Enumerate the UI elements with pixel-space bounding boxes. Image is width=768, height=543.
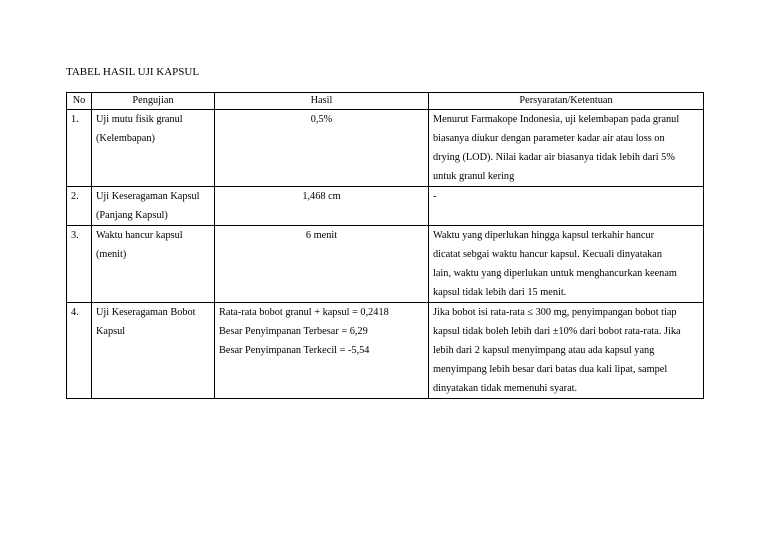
result-cell [215, 226, 429, 303]
row-number: 1. [67, 110, 92, 187]
test-name-line: (menit) [96, 249, 127, 260]
header-test: Pengujian [92, 93, 215, 110]
requirement-cell [429, 110, 704, 187]
test-name-cell [92, 303, 215, 399]
test-name-line: Uji mutu fisik granul [96, 114, 183, 125]
test-name-cell [92, 226, 215, 303]
result-cell [215, 187, 429, 226]
requirement-line: kapsul tidak lebih dari 15 menit. [433, 287, 567, 298]
test-name-line: (Kelembapan) [96, 133, 155, 144]
requirement-line: menyimpang lebih besar dari batas dua kali lipat, sampel [433, 364, 668, 375]
requirement-line: dinyatakan tidak memenuhi syarat. [433, 383, 578, 394]
result-line: Besar Penyimpanan Terkecil = -5,54 [219, 345, 370, 356]
requirement-line: kapsul tidak boleh lebih dari ±10% dari bobot rata-rata. Jika [433, 326, 681, 337]
test-name-cell [92, 110, 215, 187]
results-table [66, 92, 704, 399]
row-number: 4. [67, 303, 92, 399]
table-row [67, 110, 704, 187]
requirement-line: lebih dari 2 kapsul menyimpang atau ada kapsul yang [433, 345, 655, 356]
row-number: 2. [67, 187, 92, 226]
test-name-line: Uji Keseragaman Bobot [96, 307, 196, 318]
requirement-line: dicatat sebgai waktu hancur kapsul. Kecuali dinyatakan [433, 249, 663, 260]
requirement-line: untuk granul kering [433, 171, 515, 182]
table-row [67, 303, 704, 399]
requirement-cell [429, 187, 704, 226]
table-header-row [67, 93, 704, 110]
result-line: 1,468 cm [302, 191, 341, 202]
result-cell [215, 303, 429, 399]
requirement-line: drying (LOD). Nilai kadar air biasanya tidak lebih dari 5% [433, 152, 675, 163]
requirement-cell [429, 303, 704, 399]
test-name-line: Waktu hancur kapsul [96, 230, 183, 241]
header-no: No [67, 93, 92, 110]
requirement-line: lain, waktu yang diperlukan untuk menghancurkan keenam [433, 268, 677, 279]
header-requirement: Persyaratan/Ketentuan [429, 93, 704, 110]
result-line: 0,5% [310, 114, 333, 125]
result-line: Rata-rata bobot granul + kapsul = 0,2418 [219, 307, 389, 318]
requirement-line: Waktu yang diperlukan hingga kapsul terkahir hancur [433, 230, 655, 241]
page-title: TABEL HASIL UJI KAPSUL [66, 66, 200, 78]
table-row [67, 187, 704, 226]
test-name-line: Kapsul [96, 326, 126, 337]
requirement-cell [429, 226, 704, 303]
result-line: Besar Penyimpanan Terbesar = 6,29 [219, 326, 368, 337]
result-cell [215, 110, 429, 187]
header-result: Hasil [215, 93, 429, 110]
requirement-line: Menurut Farmakope Indonesia, uji kelembapan pada granul [433, 114, 680, 125]
row-number: 3. [67, 226, 92, 303]
table-row [67, 226, 704, 303]
requirement-line: biasanya diukur dengan parameter kadar air atau loss on [433, 133, 665, 144]
requirement-line: - [433, 191, 437, 202]
test-name-cell [92, 187, 215, 226]
result-line: 6 menit [305, 230, 338, 241]
test-name-line: (Panjang Kapsul) [96, 210, 168, 221]
test-name-line: Uji Keseragaman Kapsul [96, 191, 200, 202]
requirement-line: Jika bobot isi rata-rata ≤ 300 mg, penyimpangan bobot tiap [433, 307, 677, 318]
